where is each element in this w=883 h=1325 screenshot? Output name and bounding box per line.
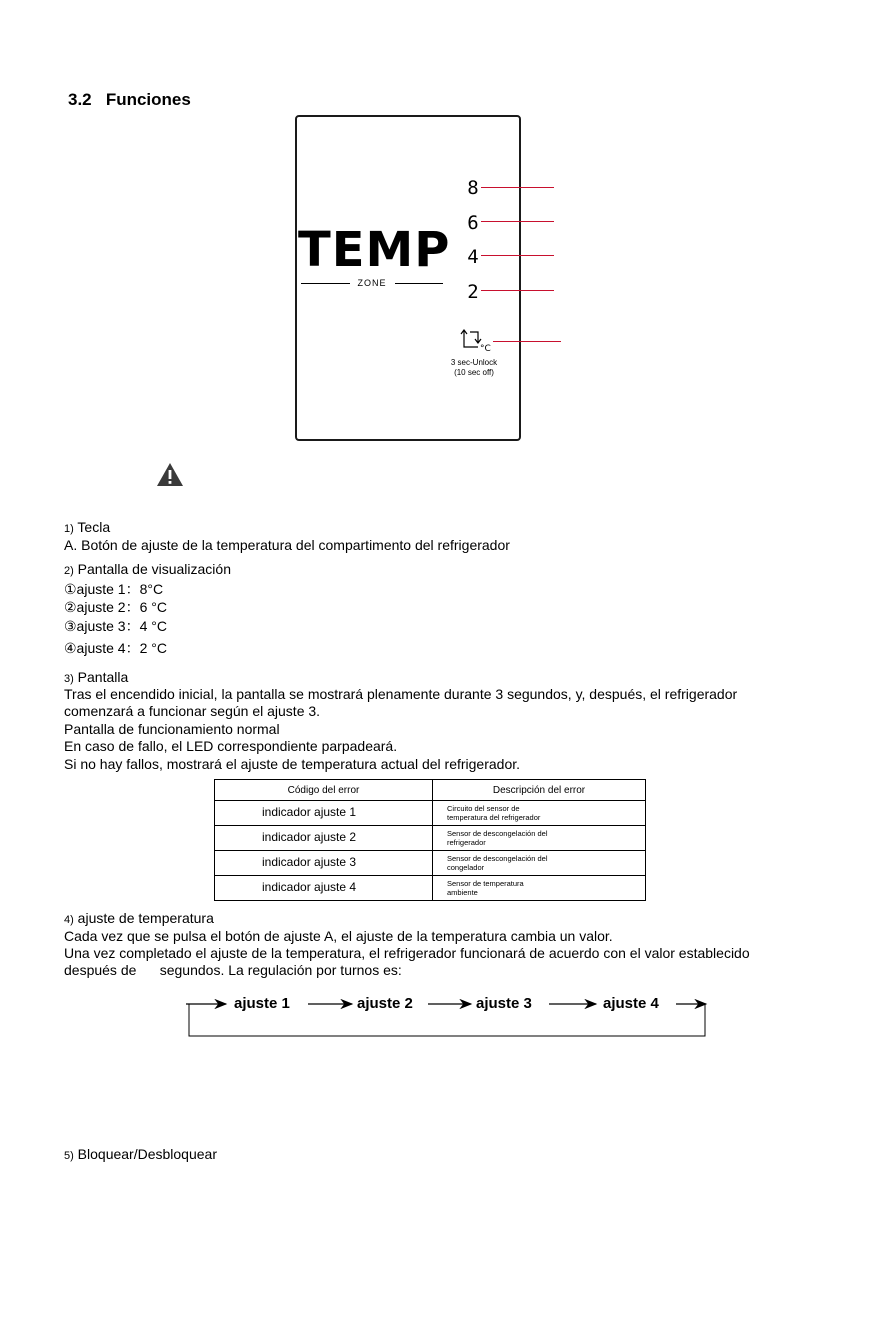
section-1-title: 1) Tecla	[64, 519, 111, 535]
off-caption: (10 sec off)	[454, 368, 494, 377]
setting-2-item: ②ajuste 2：6 °C	[64, 599, 167, 615]
zone-label: ZONE	[357, 278, 387, 288]
error-description-cell: Sensor de descongelación del refrigerador	[433, 826, 646, 851]
rotate-arrow-icon	[458, 327, 491, 354]
leader-line-4	[481, 255, 554, 256]
cycle-label-4: ajuste 4	[603, 995, 659, 1012]
section-4-line: después de segundos. La regulación por turnos es:	[64, 962, 402, 978]
zone-rule-right	[395, 283, 444, 284]
error-description-cell: Circuito del sensor de temperatura del refrigerador	[433, 801, 646, 826]
table-row	[215, 876, 646, 901]
setting-4-item: ④ajuste 4：2 °C	[64, 640, 167, 656]
section-2-title: 2) Pantalla de visualización	[64, 561, 231, 577]
unit-label: °C	[480, 344, 491, 354]
setting-1-item: ①ajuste 1：8°C	[64, 581, 164, 597]
section-3-line: Si no hay fallos, mostrará el ajuste de temperatura actual del refrigerador.	[64, 756, 521, 772]
header-error-code: Código del error	[215, 780, 433, 801]
leader-line-button	[493, 341, 561, 342]
error-code-cell: indicador ajuste 4	[215, 876, 433, 901]
leader-line-8	[481, 187, 554, 188]
setting-digit-2: 2	[467, 281, 479, 303]
table-row	[215, 826, 646, 851]
section-3-line: comenzará a funcionar según el ajuste 3.	[64, 703, 321, 719]
error-code-table	[214, 779, 646, 901]
setting-3-item: ③ajuste 3：4 °C	[64, 618, 167, 634]
leader-line-2	[481, 290, 554, 291]
lock-caption	[440, 358, 508, 378]
leader-line-6	[481, 221, 554, 222]
setting-digit-8: 8	[467, 177, 479, 199]
setting-digit-4: 4	[467, 246, 479, 268]
table-header-row	[215, 780, 646, 801]
section-3-title: 3) Pantalla	[64, 669, 129, 685]
zone-rule-left	[301, 283, 350, 284]
section-heading	[68, 90, 191, 110]
unlock-caption: 3 sec-Unlock	[450, 358, 498, 367]
section-3-line: En caso de fallo, el LED correspondiente parpadeará.	[64, 738, 398, 754]
section-title: Funciones	[105, 90, 191, 109]
error-description-cell: Sensor de temperatura ambiente	[433, 876, 646, 901]
table-row	[215, 801, 646, 826]
cycle-label-2: ajuste 2	[357, 995, 413, 1012]
section-3-line: Pantalla de funcionamiento normal	[64, 721, 280, 737]
header-error-description: Descripción del error	[433, 780, 646, 801]
error-description-cell: Sensor de descongelación del congelador	[433, 851, 646, 876]
cycle-label-3: ajuste 3	[476, 995, 532, 1012]
setting-digit-6: 6	[467, 212, 479, 234]
section-5-title: 5) Bloquear/Desbloquear	[64, 1146, 217, 1162]
cycle-label-1: ajuste 1	[234, 995, 290, 1012]
section-4-title: 4) ajuste de temperatura	[64, 910, 214, 926]
adjust-button-icon[interactable]	[458, 327, 491, 354]
table-row	[215, 851, 646, 876]
zone-label-row	[301, 278, 443, 288]
temp-label: TEMP	[298, 222, 451, 278]
error-code-cell: indicador ajuste 2	[215, 826, 433, 851]
error-code-cell: indicador ajuste 1	[215, 801, 433, 826]
section-4-line: Cada vez que se pulsa el botón de ajuste A, el ajuste de la temperatura cambia un valor.	[64, 928, 613, 944]
section-1-line-a: A. Botón de ajuste de la temperatura del compartimento del refrigerador	[64, 537, 510, 553]
section-number: 3.2	[68, 90, 92, 109]
section-3-line: Tras el encendido inicial, la pantalla se mostrará plenamente durante 3 segundos, y, después, el refrigerador	[64, 686, 738, 702]
section-4-line: Una vez completado el ajuste de la temperatura, el refrigerador funcionará de acuerdo con el valor establecido	[64, 945, 750, 961]
warning-icon	[156, 462, 184, 487]
error-code-cell: indicador ajuste 3	[215, 851, 433, 876]
